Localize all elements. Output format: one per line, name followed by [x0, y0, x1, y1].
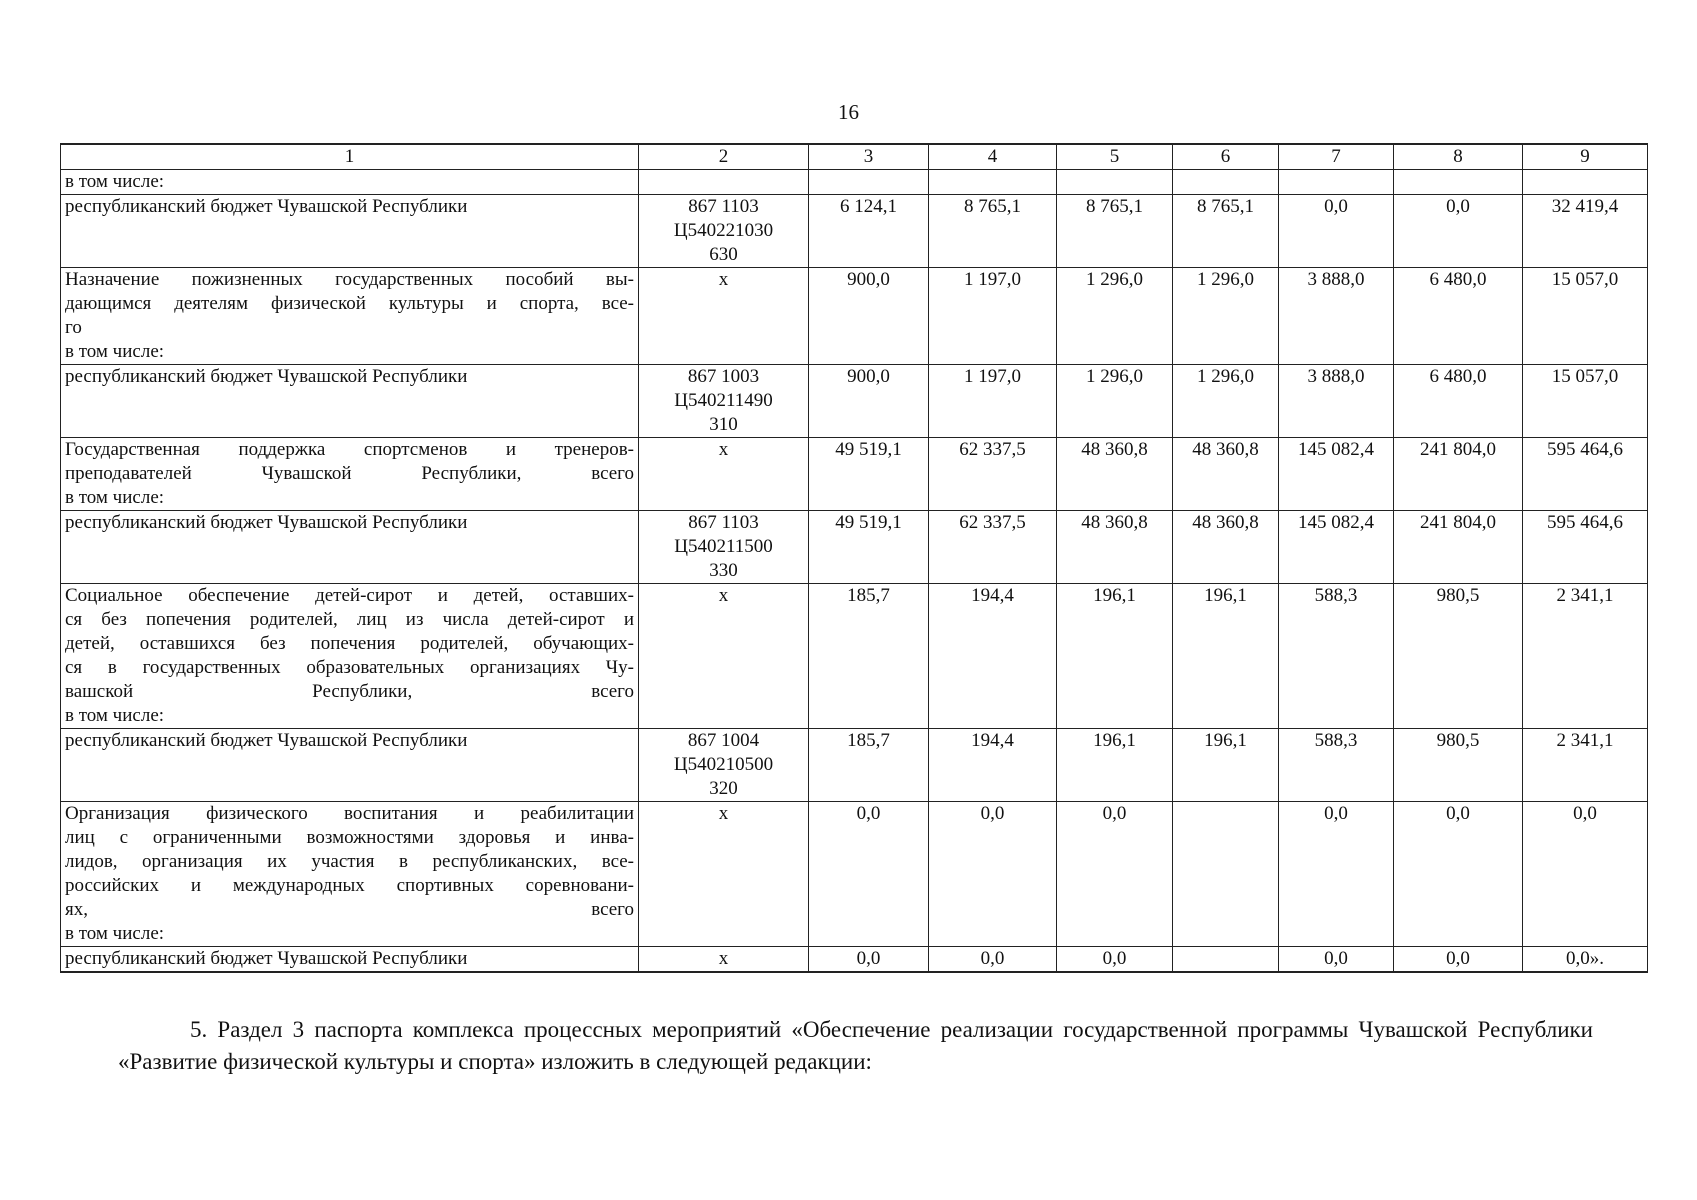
row-value-cell-6: 1 296,0: [1173, 365, 1279, 438]
row-name-cell: [61, 729, 639, 802]
row-value-cell-8: [1394, 170, 1523, 195]
row-value-cell-6: [1173, 947, 1279, 973]
header-cell-3: 3: [809, 144, 929, 170]
row-name-cell: [61, 584, 639, 729]
row-code-line: x: [718, 585, 729, 606]
row-code-line: 867 1103: [688, 196, 759, 217]
row-value-cell-8: 241 804,0: [1394, 511, 1523, 584]
header-cell-1: 1: [61, 144, 639, 170]
row-name-line: республиканский бюджет Чувашской Республики: [65, 196, 468, 217]
row-value-cell-4: 194,4: [929, 729, 1057, 802]
row-value-cell-9: 15 057,0: [1523, 365, 1648, 438]
row-name-line: вашской Республики, всего: [65, 681, 634, 702]
row-value-cell-7: 0,0: [1279, 947, 1394, 973]
amendment-paragraph: 5. Раздел 3 паспорта комплекса процессных мероприятий «Обеспечение реализации государственной программы Чувашской Республики «Развитие физической культуры и спорта» изложить в следующей редакции:: [118, 1017, 1593, 1074]
table-body: [61, 170, 1648, 973]
row-value-cell-5: 0,0: [1057, 802, 1173, 947]
row-value-cell-7: 0,0: [1279, 802, 1394, 947]
row-value-cell-9: 595 464,6: [1523, 438, 1648, 511]
row-name-line: Назначение пожизненных государственных пособий вы-: [65, 269, 634, 290]
row-value-cell-5: 48 360,8: [1057, 511, 1173, 584]
table-row: [61, 802, 1648, 947]
header-row: [61, 144, 1648, 170]
row-value-cell-5: 1 296,0: [1057, 268, 1173, 365]
row-code-line: 330: [709, 560, 738, 581]
row-value-cell-6: 48 360,8: [1173, 438, 1279, 511]
row-value-cell-4: 8 765,1: [929, 195, 1057, 268]
row-code-line: x: [718, 439, 729, 460]
row-code-cell: [639, 268, 809, 365]
row-value-cell-9: 32 419,4: [1523, 195, 1648, 268]
row-name-cell: [61, 195, 639, 268]
row-name-cell: [61, 511, 639, 584]
row-value-cell-7: 145 082,4: [1279, 438, 1394, 511]
row-value-cell-3: 49 519,1: [809, 511, 929, 584]
row-code-cell: [639, 195, 809, 268]
row-code-cell: [639, 584, 809, 729]
table-row: [61, 947, 1648, 973]
row-value-cell-4: 62 337,5: [929, 511, 1057, 584]
row-value-cell-6: [1173, 802, 1279, 947]
row-name-line: в том числе:: [65, 341, 165, 362]
row-value-cell-9: [1523, 170, 1648, 195]
row-value-cell-3: 0,0: [809, 947, 929, 973]
table-row: [61, 511, 1648, 584]
row-code-cell: [639, 511, 809, 584]
row-name-cell: [61, 268, 639, 365]
row-value-cell-7: 3 888,0: [1279, 365, 1394, 438]
row-value-cell-8: 980,5: [1394, 729, 1523, 802]
row-name-cell: [61, 365, 639, 438]
row-value-cell-4: 1 197,0: [929, 365, 1057, 438]
header-cell-2: 2: [639, 144, 809, 170]
row-value-cell-9: 595 464,6: [1523, 511, 1648, 584]
table-row: [61, 438, 1648, 511]
row-value-cell-9: 2 341,1: [1523, 729, 1648, 802]
row-value-cell-8: 0,0: [1394, 802, 1523, 947]
row-value-cell-7: 588,3: [1279, 729, 1394, 802]
row-value-cell-8: 0,0: [1394, 947, 1523, 973]
row-value-cell-6: 1 296,0: [1173, 268, 1279, 365]
row-value-cell-8: 6 480,0: [1394, 268, 1523, 365]
row-value-cell-3: 900,0: [809, 365, 929, 438]
row-code-line: x: [718, 803, 729, 824]
row-value-cell-6: 196,1: [1173, 584, 1279, 729]
row-name-line: лиц с ограниченными возможностями здоровья и инва-: [65, 827, 634, 848]
row-value-cell-4: 1 197,0: [929, 268, 1057, 365]
row-name-line: ся без попечения родителей, лиц из числа детей-сирот и: [65, 609, 634, 630]
row-value-cell-5: 196,1: [1057, 584, 1173, 729]
row-value-cell-7: 0,0: [1279, 195, 1394, 268]
row-code-line: 867 1003: [687, 366, 760, 387]
row-code-cell: [639, 170, 809, 195]
row-code-line: 867 1004: [687, 730, 760, 751]
row-value-cell-3: 900,0: [809, 268, 929, 365]
row-code-line: 867 1103: [688, 512, 759, 533]
table-row: [61, 268, 1648, 365]
financing-table: [60, 143, 1648, 973]
row-value-cell-7: 3 888,0: [1279, 268, 1394, 365]
row-value-cell-4: 62 337,5: [929, 438, 1057, 511]
row-value-cell-7: 145 082,4: [1279, 511, 1394, 584]
row-value-cell-3: [809, 170, 929, 195]
row-name-cell: [61, 947, 639, 973]
row-value-cell-6: [1173, 170, 1279, 195]
row-code-cell: [639, 802, 809, 947]
row-value-cell-9: 0,0: [1523, 802, 1648, 947]
row-name-line: го: [65, 317, 82, 338]
row-code-line: 320: [709, 778, 738, 799]
row-value-cell-3: 185,7: [809, 729, 929, 802]
row-name-line: республиканский бюджет Чувашской Республики: [65, 730, 468, 751]
row-name-line: Государственная поддержка спортсменов и тренеров-: [65, 439, 634, 460]
row-value-cell-6: 8 765,1: [1173, 195, 1279, 268]
row-name-line: республиканский бюджет Чувашской Республики: [65, 948, 468, 969]
row-value-cell-8: 6 480,0: [1394, 365, 1523, 438]
row-value-cell-5: 48 360,8: [1057, 438, 1173, 511]
row-value-cell-5: 1 296,0: [1057, 365, 1173, 438]
row-name-line: преподавателей Чувашской Республики, всего: [65, 463, 634, 484]
row-name-cell: [61, 802, 639, 947]
row-name-line: ся в государственных образовательных организациях Чу-: [65, 657, 634, 678]
header-cell-8: 8: [1394, 144, 1523, 170]
row-value-cell-7: 588,3: [1279, 584, 1394, 729]
row-code-cell: [639, 729, 809, 802]
row-name-line: лидов, организация их участия в республиканских, все-: [65, 851, 634, 872]
row-value-cell-4: [929, 170, 1057, 195]
row-name-line: российских и международных спортивных соревновани-: [65, 875, 634, 896]
row-value-cell-7: [1279, 170, 1394, 195]
table-row: [61, 195, 1648, 268]
row-value-cell-5: 0,0: [1057, 947, 1173, 973]
row-name-line: ях, всего: [65, 899, 634, 920]
row-code-cell: [639, 438, 809, 511]
row-name-line: республиканский бюджет Чувашской Республики: [65, 366, 468, 387]
row-value-cell-3: 49 519,1: [809, 438, 929, 511]
row-name-line: в том числе:: [65, 171, 165, 192]
row-value-cell-3: 185,7: [809, 584, 929, 729]
row-code-line: Ц540210500: [673, 754, 774, 775]
row-name-line: в том числе:: [65, 705, 165, 726]
row-value-cell-5: [1057, 170, 1173, 195]
row-name-line: в том числе:: [65, 487, 165, 508]
table-row: [61, 365, 1648, 438]
header-cell-4: 4: [929, 144, 1057, 170]
row-code-line: 630: [709, 244, 738, 265]
table-row: [61, 584, 1648, 729]
row-code-line: x: [718, 269, 729, 290]
row-code-cell: [639, 365, 809, 438]
row-value-cell-9: 0,0».: [1523, 947, 1648, 973]
row-name-line: дающимся деятелям физической культуры и спорта, все-: [65, 293, 634, 314]
row-value-cell-3: 6 124,1: [809, 195, 929, 268]
row-code-line: x: [718, 948, 729, 969]
table-row: [61, 729, 1648, 802]
table-row: [61, 170, 1648, 195]
header-cell-6: 6: [1173, 144, 1279, 170]
row-value-cell-5: 8 765,1: [1057, 195, 1173, 268]
header-cell-7: 7: [1279, 144, 1394, 170]
row-value-cell-9: 15 057,0: [1523, 268, 1648, 365]
header-cell-9: 9: [1523, 144, 1648, 170]
row-code-line: Ц540221030: [673, 220, 774, 241]
row-name-line: в том числе:: [65, 923, 165, 944]
row-name-line: Организация физического воспитания и реабилитации: [65, 803, 634, 824]
row-code-line: 310: [709, 414, 738, 435]
row-value-cell-9: 2 341,1: [1523, 584, 1648, 729]
row-name-cell: [61, 170, 639, 195]
row-value-cell-5: 196,1: [1057, 729, 1173, 802]
row-value-cell-8: 0,0: [1394, 195, 1523, 268]
row-code-line: Ц540211490: [674, 390, 773, 411]
row-name-line: Социальное обеспечение детей-сирот и детей, оставших-: [65, 585, 634, 606]
row-value-cell-4: 0,0: [929, 802, 1057, 947]
row-value-cell-4: 194,4: [929, 584, 1057, 729]
row-value-cell-8: 980,5: [1394, 584, 1523, 729]
row-value-cell-3: 0,0: [809, 802, 929, 947]
header-cell-5: 5: [1057, 144, 1173, 170]
row-code-line: Ц540211500: [674, 536, 773, 557]
row-value-cell-6: 48 360,8: [1173, 511, 1279, 584]
row-name-line: детей, оставшихся без попечения родителей, обучающих-: [65, 633, 634, 654]
page-number: 16: [838, 100, 859, 124]
row-value-cell-6: 196,1: [1173, 729, 1279, 802]
row-name-cell: [61, 438, 639, 511]
row-code-cell: [639, 947, 809, 973]
row-value-cell-8: 241 804,0: [1394, 438, 1523, 511]
row-value-cell-4: 0,0: [929, 947, 1057, 973]
row-name-line: республиканский бюджет Чувашской Республики: [65, 512, 468, 533]
table-header: [61, 144, 1648, 170]
